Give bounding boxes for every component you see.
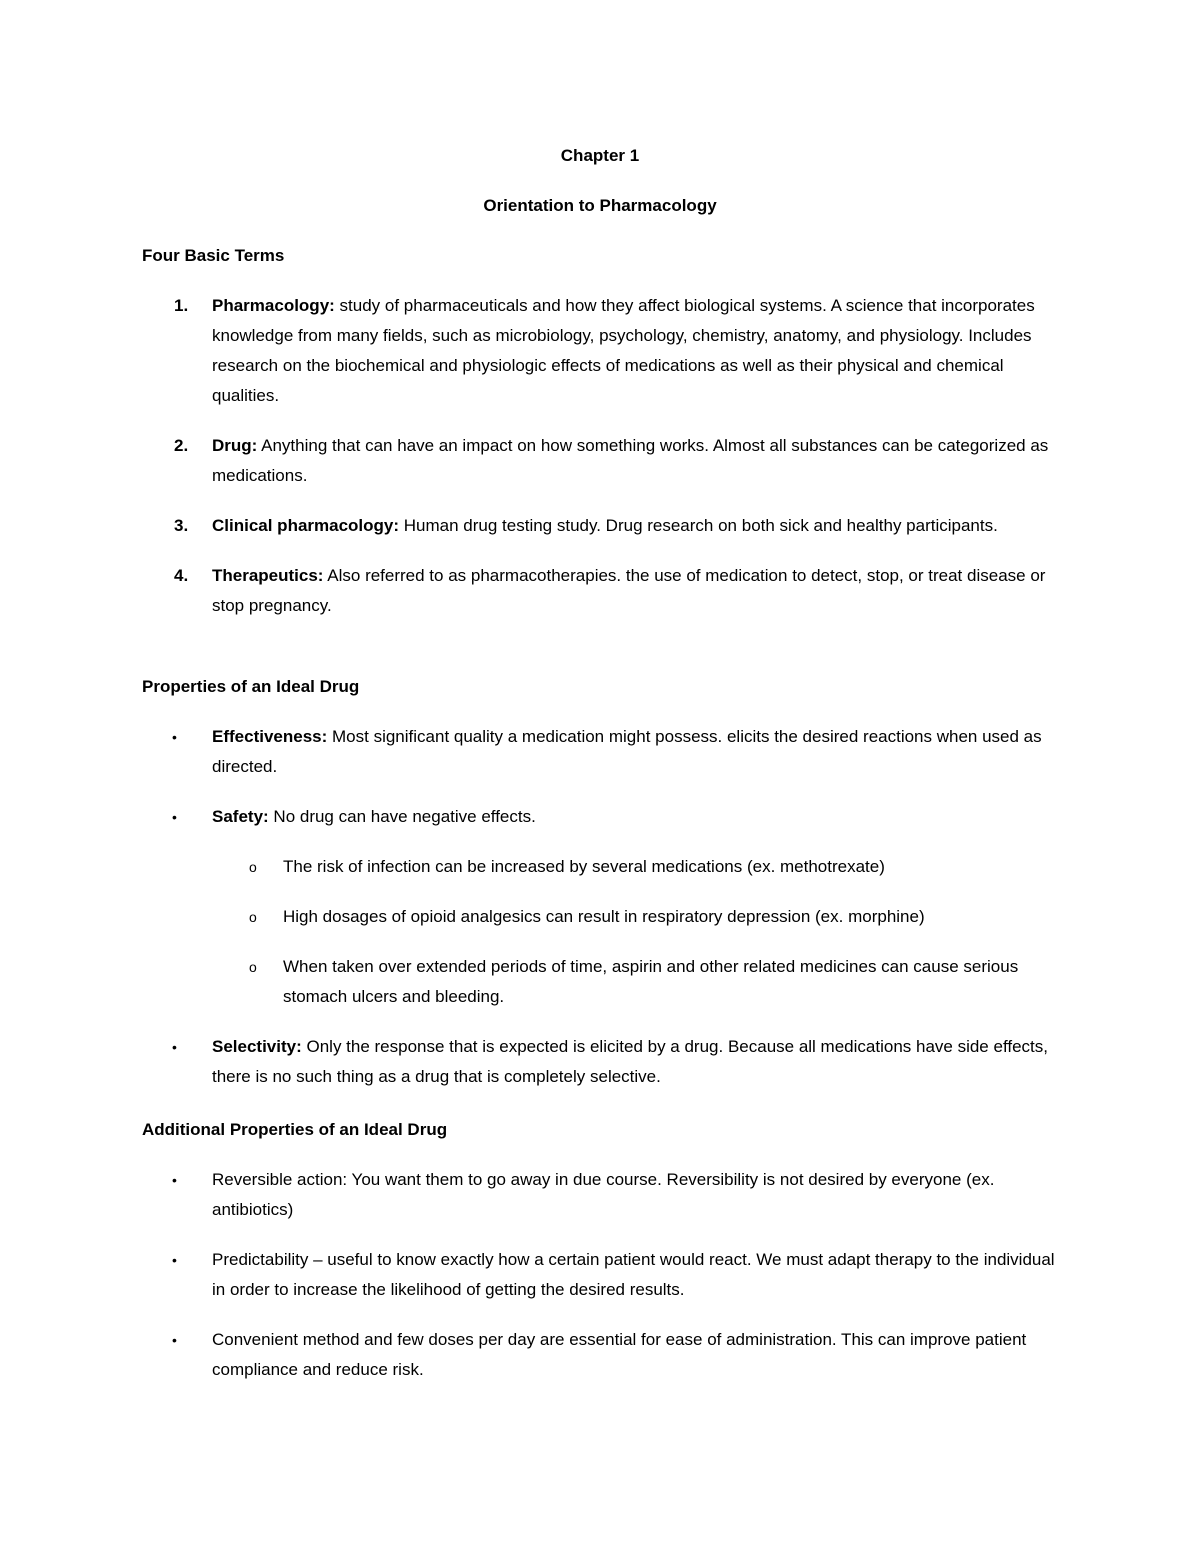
sub-list-item bbox=[142, 852, 1062, 882]
sub-bullet-icon: o bbox=[249, 909, 257, 925]
term: Pharmacology: bbox=[212, 296, 335, 315]
sub-bullet-icon: o bbox=[249, 959, 257, 975]
bullet-icon: • bbox=[172, 729, 177, 745]
chapter-label: Chapter 1 bbox=[560, 146, 640, 165]
sub-item-text: The risk of infection can be increased by several medications (ex. methotrexate) bbox=[283, 857, 885, 876]
list-item bbox=[142, 431, 1062, 491]
bullet-icon: • bbox=[172, 809, 177, 825]
list-number: 2. bbox=[174, 436, 189, 455]
list-item bbox=[142, 722, 1062, 782]
section-heading: Additional Properties of an Ideal Drug bbox=[142, 1120, 448, 1139]
definition: study of pharmaceuticals and how they affect biological systems. A science that incorporates knowledge from many fields, such as microbiology, psychology, chemistry, anatomy, and physiology. Includes research on the biochemical and physiologic effects of medications as well as their physical and chemical qualities. bbox=[212, 296, 1035, 405]
list-item bbox=[142, 1245, 1062, 1305]
definition: Also referred to as pharmacotherapies. the use of medication to detect, stop, or treat disease or stop pregnancy. bbox=[212, 566, 1046, 615]
section-heading: Properties of an Ideal Drug bbox=[142, 677, 360, 696]
additional-properties-section bbox=[142, 1115, 1062, 1405]
list-number: 4. bbox=[174, 566, 189, 585]
section-heading: Four Basic Terms bbox=[142, 246, 285, 265]
bullet-icon: • bbox=[172, 1332, 177, 1348]
term: Drug: bbox=[212, 436, 258, 455]
list-item bbox=[142, 802, 1062, 832]
sub-list-item bbox=[142, 952, 1062, 1012]
list-number: 3. bbox=[174, 516, 189, 535]
sub-list-item bbox=[142, 902, 1062, 932]
term: Selectivity: bbox=[212, 1037, 302, 1056]
term: Safety: bbox=[212, 807, 269, 826]
item-text: Convenient method and few doses per day are essential for ease of administration. This can improve patient compliance and reduce risk. bbox=[212, 1330, 1027, 1379]
page-title: Orientation to Pharmacology bbox=[483, 196, 717, 215]
term: Effectiveness: bbox=[212, 727, 328, 746]
sub-item-text: When taken over extended periods of time, aspirin and other related medicines can cause serious stomach ulcers and bleeding. bbox=[283, 957, 1019, 1006]
sub-bullet-icon: o bbox=[249, 859, 257, 875]
definition: Only the response that is expected is elicited by a drug. Because all medications have side effects, there is no such thing as a drug that is completely selective. bbox=[212, 1037, 1048, 1086]
list-number: 1. bbox=[174, 296, 189, 315]
definition: No drug can have negative effects. bbox=[268, 807, 536, 826]
list-item bbox=[142, 1325, 1062, 1385]
definition: Anything that can have an impact on how something works. Almost all substances can be categorized as medications. bbox=[212, 436, 1049, 485]
list-item bbox=[142, 1165, 1062, 1225]
bullet-icon: • bbox=[172, 1039, 177, 1055]
bullet-icon: • bbox=[172, 1252, 177, 1268]
definition: Most significant quality a medication might possess. elicits the desired reactions when used as directed. bbox=[212, 727, 1042, 776]
list-item bbox=[142, 511, 1062, 541]
list-item bbox=[142, 561, 1062, 621]
definition: Human drug testing study. Drug research on both sick and healthy participants. bbox=[399, 516, 998, 535]
four-basic-terms-section bbox=[142, 241, 1062, 641]
item-text: Predictability – useful to know exactly how a certain patient would react. We must adapt therapy to the individual in order to increase the likelihood of getting the desired results. bbox=[212, 1250, 1055, 1299]
list-item bbox=[142, 1032, 1062, 1092]
term: Therapeutics: bbox=[212, 566, 324, 585]
bullet-icon: • bbox=[172, 1172, 177, 1188]
list-item bbox=[142, 291, 1062, 411]
sub-item-text: High dosages of opioid analgesics can result in respiratory depression (ex. morphine) bbox=[283, 907, 925, 926]
item-text: Reversible action: You want them to go away in due course. Reversibility is not desired by everyone (ex. antibiotics) bbox=[212, 1170, 995, 1219]
term: Clinical pharmacology: bbox=[212, 516, 400, 535]
ideal-drug-section bbox=[142, 672, 1062, 1112]
